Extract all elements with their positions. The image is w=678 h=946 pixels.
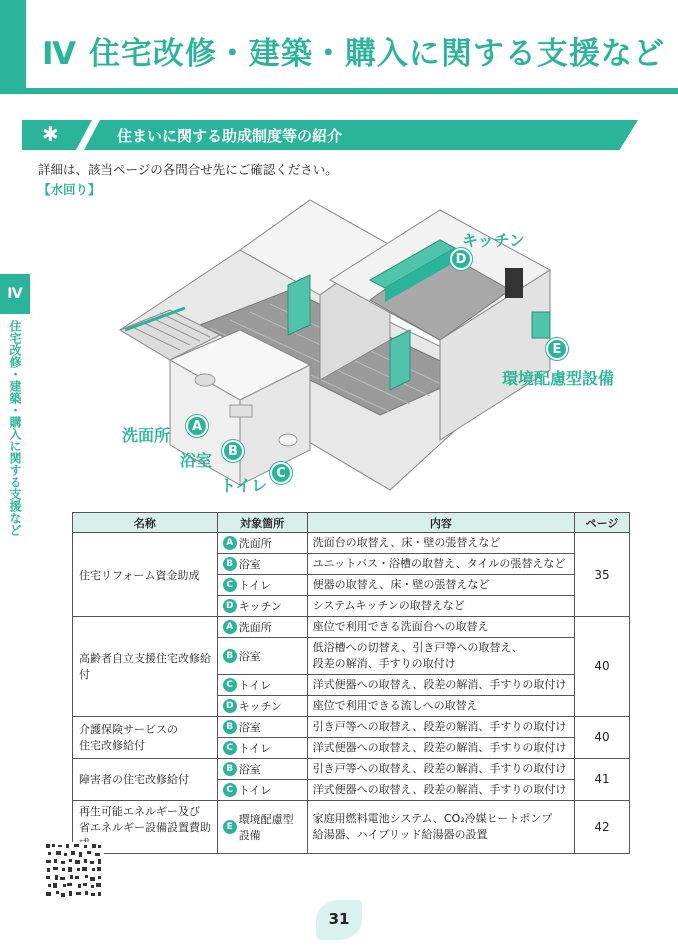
content-cell: 引き戸等への取替え、段差の解消、手すりの取付け xyxy=(307,716,574,737)
badge-e: E xyxy=(223,820,237,834)
table-row xyxy=(73,800,630,853)
content-cell: 引き戸等への取替え、段差の解消、手すりの取付け xyxy=(307,758,574,779)
marker-a-letter: A xyxy=(191,418,203,434)
badge-c: C xyxy=(223,578,237,592)
content-cell xyxy=(307,638,574,675)
content-cell: 座位で利用できる流しへの取替え xyxy=(307,695,574,716)
target-cell xyxy=(217,554,307,575)
header-content: 内容 xyxy=(307,513,574,533)
content-line: 低浴槽への切替え、引き戸等への取替え、 xyxy=(312,641,523,654)
target-label: トイレ xyxy=(238,579,272,592)
section-bar xyxy=(22,120,638,150)
target-cell xyxy=(217,779,307,800)
marker-b xyxy=(222,440,244,462)
page-number xyxy=(316,900,362,940)
target-label xyxy=(239,811,294,843)
badge-b: B xyxy=(223,557,237,571)
target-label: キッチン xyxy=(238,699,282,713)
badge-a: A xyxy=(223,620,237,634)
page-cell: 40 xyxy=(575,716,630,758)
chapter-title-text: 住宅改修・建築・購入に関する支援など xyxy=(88,36,665,72)
page-cell: 35 xyxy=(575,533,630,617)
section-title: 住まいに関する助成制度等の紹介 xyxy=(117,127,343,145)
program-name-line: 省エネルギー設備設置費助 xyxy=(79,820,211,834)
content-cell: システムキッチンの取替えなど xyxy=(307,596,574,617)
target-label: トイレ xyxy=(238,741,272,755)
program-name-line: 介護保険サービスの xyxy=(79,723,178,737)
page-cell: 40 xyxy=(575,617,630,717)
target-cell xyxy=(217,695,307,716)
target-cell xyxy=(217,575,307,596)
program-name: 高齢者自立支援住宅改修給付 xyxy=(73,617,218,717)
marker-e-letter: E xyxy=(552,341,562,357)
program-name: 住宅リフォーム資金助成 xyxy=(73,533,218,617)
target-label: 浴室 xyxy=(238,720,261,734)
badge-b: B xyxy=(223,762,237,776)
target-cell xyxy=(217,674,307,695)
qr-code xyxy=(44,842,104,902)
content-cell: 洗面台の取替え、床・壁の張替えなど xyxy=(307,533,574,554)
marker-d-letter: D xyxy=(455,251,467,267)
target-cell xyxy=(217,737,307,758)
content-line: 給湯器、ハイブリッド給湯器の設置 xyxy=(312,827,488,841)
chapter-title xyxy=(42,28,665,73)
target-cell xyxy=(217,800,307,853)
content-cell: ユニットバス・浴槽の取替え、タイルの張替えなど xyxy=(307,554,574,575)
header-target: 対象箇所 xyxy=(217,513,307,533)
marker-c xyxy=(270,462,292,484)
target-cell xyxy=(217,617,307,638)
marker-c-letter: C xyxy=(276,465,286,481)
target-label: 浴室 xyxy=(238,649,261,663)
intro-text: 詳細は、該当ページの各問合せ先にご確認ください。 xyxy=(38,162,338,177)
table-row xyxy=(73,533,630,554)
label-bathroom: 浴室 xyxy=(180,451,213,470)
badge-b: B xyxy=(223,720,237,734)
content-cell xyxy=(307,800,574,853)
page-cell: 41 xyxy=(575,758,630,800)
label-toilet: トイレ xyxy=(220,476,268,495)
badge-c: C xyxy=(223,678,237,692)
category-label: 【水回り】 xyxy=(38,182,101,197)
house-illustration xyxy=(110,190,640,510)
target-cell xyxy=(217,533,307,554)
badge-d: D xyxy=(223,599,237,613)
header-underline xyxy=(0,88,678,94)
page-number-text: 31 xyxy=(328,910,350,928)
content-cell: 便器の取替え、床・壁の張替えなど xyxy=(307,575,574,596)
label-eco-equipment: 環境配慮型設備 xyxy=(502,369,615,388)
label-kitchen: キッチン xyxy=(462,231,525,250)
target-cell xyxy=(217,596,307,617)
program-name-line: 再生可能エネルギー及び xyxy=(79,804,200,818)
header-tab xyxy=(0,0,26,94)
target-line: 環境配慮型 xyxy=(238,812,294,826)
program-name xyxy=(73,716,218,758)
table-row xyxy=(73,716,630,737)
badge-b: B xyxy=(223,649,237,663)
content-cell: 洋式便器への取替え、段差の解消、手すりの取付け xyxy=(307,779,574,800)
side-tab-number: Ⅳ xyxy=(7,286,23,302)
side-chapter-text: 住宅改修・建築・購入に関する支援など xyxy=(8,320,22,536)
table-header-row xyxy=(73,513,630,533)
program-name: 障害者の住宅改修給付 xyxy=(73,758,218,800)
label-washroom: 洗面所 xyxy=(122,426,171,445)
header-name: 名称 xyxy=(73,513,218,533)
target-label: 洗面所 xyxy=(238,537,272,550)
target-label: トイレ xyxy=(238,678,272,692)
content-line: 段差の解消、手すりの取付け xyxy=(312,656,456,670)
content-cell: 座位で利用できる洗面台への取替え xyxy=(307,617,574,638)
support-table xyxy=(72,512,630,854)
marker-d xyxy=(450,248,472,270)
badge-d: D xyxy=(223,699,237,713)
target-label: 洗面所 xyxy=(238,621,272,634)
target-label: 浴室 xyxy=(238,558,261,571)
content-cell: 洋式便器への取替え、段差の解消、手すりの取付け xyxy=(307,737,574,758)
content-line: 家庭用燃料電池システム、CO₂冷媒ヒートポンプ xyxy=(312,811,553,825)
badge-c: C xyxy=(223,783,237,797)
side-chapter-tab xyxy=(0,274,30,314)
marker-b-letter: B xyxy=(228,443,238,459)
marker-a xyxy=(186,415,208,437)
badge-c: C xyxy=(223,741,237,755)
star-icon: ✱ xyxy=(42,122,59,146)
target-cell xyxy=(217,716,307,737)
target-line: 設備 xyxy=(238,828,261,842)
chapter-number: Ⅳ xyxy=(42,36,78,72)
badge-a: A xyxy=(223,536,237,550)
table-row xyxy=(73,758,630,779)
target-label: 浴室 xyxy=(238,762,261,776)
content-cell: 洋式便器への取替え、段差の解消、手すりの取付け xyxy=(307,674,574,695)
target-label: キッチン xyxy=(238,600,282,613)
target-cell xyxy=(217,638,307,675)
target-cell xyxy=(217,758,307,779)
program-name-line: 住宅改修給付 xyxy=(79,739,145,753)
table-row xyxy=(73,617,630,638)
target-label: トイレ xyxy=(238,783,272,797)
marker-e xyxy=(546,338,568,360)
page-cell: 42 xyxy=(575,800,630,853)
header-page: ページ xyxy=(575,513,630,533)
